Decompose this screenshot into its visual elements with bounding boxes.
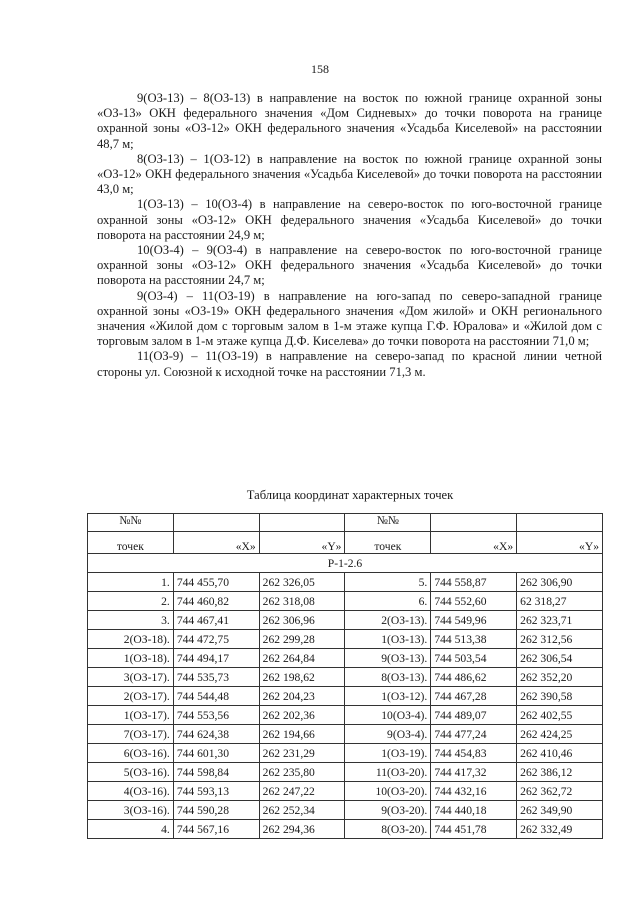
point-id: 4. bbox=[88, 820, 174, 839]
paragraph: 1(ОЗ-13) – 10(ОЗ-4) в направление на северо-восток по юго-восточной границе охранной зоны «ОЗ-12» ОКН федерального значения «Усадьба Киселевой» до точки поворота на расстоянии 24,9 м; bbox=[97, 197, 602, 242]
coordinates-table bbox=[87, 513, 603, 839]
x-coordinate: 744 535,73 bbox=[173, 668, 259, 687]
header-blank bbox=[173, 514, 259, 532]
point-id: 2(ОЗ-13). bbox=[345, 611, 431, 630]
header-x: «Х» bbox=[173, 532, 259, 554]
y-coordinate: 62 318,27 bbox=[517, 592, 603, 611]
y-coordinate: 262 390,58 bbox=[517, 687, 603, 706]
point-id: 8(ОЗ-20). bbox=[345, 820, 431, 839]
section-row bbox=[88, 554, 603, 573]
header-row bbox=[88, 532, 603, 554]
x-coordinate: 744 451,78 bbox=[431, 820, 517, 839]
x-coordinate: 744 503,54 bbox=[431, 649, 517, 668]
header-y: «Y» bbox=[517, 532, 603, 554]
point-id: 9(ОЗ-4). bbox=[345, 725, 431, 744]
y-coordinate: 262 312,56 bbox=[517, 630, 603, 649]
header-row bbox=[88, 514, 603, 532]
x-coordinate: 744 552,60 bbox=[431, 592, 517, 611]
header-blank bbox=[431, 514, 517, 532]
header-y: «Y» bbox=[259, 532, 345, 554]
y-coordinate: 262 306,54 bbox=[517, 649, 603, 668]
table-body bbox=[88, 554, 603, 839]
table-row bbox=[88, 649, 603, 668]
table-row bbox=[88, 573, 603, 592]
header-blank bbox=[517, 514, 603, 532]
header-blank bbox=[259, 514, 345, 532]
y-coordinate: 262 323,71 bbox=[517, 611, 603, 630]
paragraph: 11(ОЗ-9) – 11(ОЗ-19) в направление на северо-запад по красной линии четной стороны ул. Союзной к исходной точке на расстоянии 71,3 м. bbox=[97, 349, 602, 379]
y-coordinate: 262 306,90 bbox=[517, 573, 603, 592]
y-coordinate: 262 326,05 bbox=[259, 573, 345, 592]
y-coordinate: 262 410,46 bbox=[517, 744, 603, 763]
x-coordinate: 744 494,17 bbox=[173, 649, 259, 668]
x-coordinate: 744 467,28 bbox=[431, 687, 517, 706]
table-row bbox=[88, 744, 603, 763]
header-points-label: точек bbox=[88, 532, 174, 554]
table-row bbox=[88, 782, 603, 801]
table-row bbox=[88, 611, 603, 630]
point-id: 3(ОЗ-16). bbox=[88, 801, 174, 820]
page-number: 158 bbox=[311, 62, 329, 76]
point-id: 11(ОЗ-20). bbox=[345, 763, 431, 782]
table-row bbox=[88, 763, 603, 782]
point-id: 10(ОЗ-4). bbox=[345, 706, 431, 725]
y-coordinate: 262 424,25 bbox=[517, 725, 603, 744]
x-coordinate: 744 472,75 bbox=[173, 630, 259, 649]
point-id: 1(ОЗ-13). bbox=[345, 630, 431, 649]
x-coordinate: 744 598,84 bbox=[173, 763, 259, 782]
x-coordinate: 744 624,38 bbox=[173, 725, 259, 744]
point-id: 4(ОЗ-16). bbox=[88, 782, 174, 801]
x-coordinate: 744 440,18 bbox=[431, 801, 517, 820]
point-id: 3. bbox=[88, 611, 174, 630]
y-coordinate: 262 349,90 bbox=[517, 801, 603, 820]
point-id: 5(ОЗ-16). bbox=[88, 763, 174, 782]
x-coordinate: 744 486,62 bbox=[431, 668, 517, 687]
x-coordinate: 744 544,48 bbox=[173, 687, 259, 706]
point-id: 9(ОЗ-13). bbox=[345, 649, 431, 668]
y-coordinate: 262 198,62 bbox=[259, 668, 345, 687]
y-coordinate: 262 306,96 bbox=[259, 611, 345, 630]
point-id: 1(ОЗ-19). bbox=[345, 744, 431, 763]
y-coordinate: 262 194,66 bbox=[259, 725, 345, 744]
paragraph: 9(ОЗ-4) – 11(ОЗ-19) в направление на юго-запад по северо-западной границе охранной зоны «ОЗ-19» ОКН федерального значения «Дом жилой» и ОКН регионального значения «Жилой дом с торговым залом в 1-м этаже купца Г.Ф. Юралова» и «Жилой дом с торговым залом в 1-м этаже купца Д.Ф. Киселева» до точки поворота на расстоянии 71,0 м; bbox=[97, 288, 602, 349]
x-coordinate: 744 477,24 bbox=[431, 725, 517, 744]
point-id: 6(ОЗ-16). bbox=[88, 744, 174, 763]
table-row bbox=[88, 820, 603, 839]
x-coordinate: 744 513,38 bbox=[431, 630, 517, 649]
y-coordinate: 262 235,80 bbox=[259, 763, 345, 782]
point-id: 5. bbox=[345, 573, 431, 592]
y-coordinate: 262 294,36 bbox=[259, 820, 345, 839]
point-id: 9(ОЗ-20). bbox=[345, 801, 431, 820]
point-id: 6. bbox=[345, 592, 431, 611]
point-id: 2(ОЗ-17). bbox=[88, 687, 174, 706]
y-coordinate: 262 202,36 bbox=[259, 706, 345, 725]
section-label: Р-1-2.6 bbox=[88, 554, 603, 573]
x-coordinate: 744 558,87 bbox=[431, 573, 517, 592]
y-coordinate: 262 362,72 bbox=[517, 782, 603, 801]
y-coordinate: 262 299,28 bbox=[259, 630, 345, 649]
y-coordinate: 262 352,20 bbox=[517, 668, 603, 687]
x-coordinate: 744 460,82 bbox=[173, 592, 259, 611]
point-id: 1(ОЗ-12). bbox=[345, 687, 431, 706]
paragraph: 9(ОЗ-13) – 8(ОЗ-13) в направление на восток по южной границе охранной зоны «ОЗ-13» ОКН федерального значения «Дом Сидневых» до точки поворота на границе охранной зоны «ОЗ-12» ОКН федерального значения «Усадьба Киселевой» на расстоянии 48,7 м; bbox=[97, 91, 602, 151]
table-row bbox=[88, 630, 603, 649]
y-coordinate: 262 318,08 bbox=[259, 592, 345, 611]
y-coordinate: 262 252,34 bbox=[259, 801, 345, 820]
header-points-number: №№ bbox=[345, 514, 431, 532]
point-id: 1(ОЗ-18). bbox=[88, 649, 174, 668]
x-coordinate: 744 467,41 bbox=[173, 611, 259, 630]
x-coordinate: 744 489,07 bbox=[431, 706, 517, 725]
y-coordinate: 262 332,49 bbox=[517, 820, 603, 839]
x-coordinate: 744 567,16 bbox=[173, 820, 259, 839]
body-text bbox=[97, 91, 602, 380]
point-id: 1. bbox=[88, 573, 174, 592]
y-coordinate: 262 247,22 bbox=[259, 782, 345, 801]
point-id: 3(ОЗ-17). bbox=[88, 668, 174, 687]
x-coordinate: 744 601,30 bbox=[173, 744, 259, 763]
table-row bbox=[88, 668, 603, 687]
table-row bbox=[88, 725, 603, 744]
paragraph: 8(ОЗ-13) – 1(ОЗ-12) в направление на восток по южной границе охранной зоны «ОЗ-12» ОКН федерального значения «Усадьба Киселевой» до точки поворота на расстоянии 43,0 м; bbox=[97, 151, 602, 197]
header-x: «Х» bbox=[431, 532, 517, 554]
x-coordinate: 744 590,28 bbox=[173, 801, 259, 820]
x-coordinate: 744 454,83 bbox=[431, 744, 517, 763]
y-coordinate: 262 204,23 bbox=[259, 687, 345, 706]
point-id: 2(ОЗ-18). bbox=[88, 630, 174, 649]
y-coordinate: 262 386,12 bbox=[517, 763, 603, 782]
y-coordinate: 262 231,29 bbox=[259, 744, 345, 763]
table-caption: Таблица координат характерных точек bbox=[246, 488, 454, 502]
table-header bbox=[88, 514, 603, 554]
x-coordinate: 744 593,13 bbox=[173, 782, 259, 801]
x-coordinate: 744 549,96 bbox=[431, 611, 517, 630]
y-coordinate: 262 402,55 bbox=[517, 706, 603, 725]
header-points-number: №№ bbox=[88, 514, 174, 532]
point-id: 8(ОЗ-13). bbox=[345, 668, 431, 687]
paragraph: 10(ОЗ-4) – 9(ОЗ-4) в направление на северо-восток по юго-восточной границе охранной зоны «ОЗ-12» ОКН федерального значения «Усадьба Киселевой» до точки поворота на расстоянии 24,7 м; bbox=[97, 243, 602, 288]
x-coordinate: 744 553,56 bbox=[173, 706, 259, 725]
point-id: 10(ОЗ-20). bbox=[345, 782, 431, 801]
table-row bbox=[88, 706, 603, 725]
header-points-label: точек bbox=[345, 532, 431, 554]
table-row bbox=[88, 592, 603, 611]
x-coordinate: 744 417,32 bbox=[431, 763, 517, 782]
table-row bbox=[88, 801, 603, 820]
x-coordinate: 744 432,16 bbox=[431, 782, 517, 801]
point-id: 7(ОЗ-17). bbox=[88, 725, 174, 744]
point-id: 2. bbox=[88, 592, 174, 611]
table-row bbox=[88, 687, 603, 706]
point-id: 1(ОЗ-17). bbox=[88, 706, 174, 725]
y-coordinate: 262 264,84 bbox=[259, 649, 345, 668]
x-coordinate: 744 455,70 bbox=[173, 573, 259, 592]
